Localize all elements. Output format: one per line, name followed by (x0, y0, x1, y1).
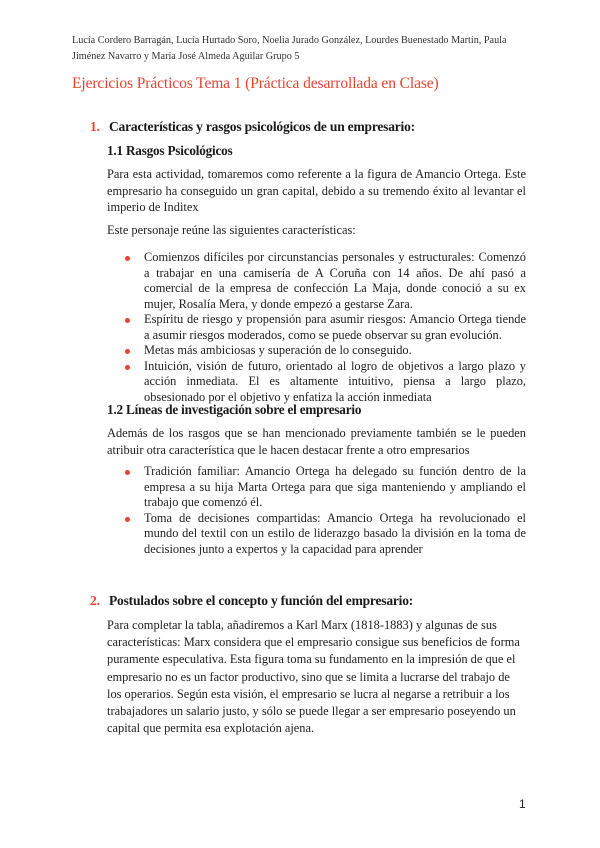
bullet-icon (125, 470, 130, 475)
list-item: Comienzos difíciles por circunstancias personales y estructurales: Comenzó a trabajar en una camisería de A Coruña con 14 años. De ahí pasó a comercial de la empresa de confección La Maja, donde conoció a su ex mujer, Rosalía Mera, y donde empezó a gestarse Zara. (122, 250, 526, 312)
bullet-icon (125, 365, 130, 370)
section-1-number: 1. (90, 119, 100, 134)
subsection-1-2-heading: 1.2 Líneas de investigación sobre el empresario (107, 402, 362, 417)
document-title: Ejercicios Prácticos Tema 1 (Práctica desarrollada en Clase) (72, 75, 439, 92)
subsection-1-1-lead: Este personaje reúne las siguientes características: (107, 223, 356, 237)
list-item: Tradición familiar: Amancio Ortega ha delegado su función dentro de la empresa a su hija Marta Ortega para que siga manteniendo y ampliando el trabajo que comenzó él. (122, 464, 526, 511)
list-item: Toma de decisiones compartidas: Amancio Ortega ha revolucionado el mundo del textil con un estilo de liderazgo basado la división en la toma de decisiones junto a expertos y la capacidad para aprender (122, 511, 526, 558)
authors-header: Lucía Cordero Barragán, Lucía Hurtado Soro, Noelia Jurado González, Lourdes Buenestado Martín, Paula Jiménez Navarro y María José Almeda Aguilar Grupo 5 (72, 35, 507, 62)
page-number: 1 (519, 797, 526, 811)
bullet-icon (125, 256, 130, 261)
traits-list (122, 250, 526, 405)
list-item: Intuición, visión de futuro, orientado al logro de objetivos a largo plazo y acción inmediata. El es altamente intuitivo, piensa a largo plazo, obsesionado por el objetivo y enfatiza la acción inmediata (122, 359, 526, 406)
bullet-icon (125, 517, 130, 522)
research-lines-list (122, 464, 526, 557)
section-1-heading (90, 119, 415, 135)
list-item: Espíritu de riesgo y propensión para asumir riesgos: Amancio Ortega tiende a asumir riesgos moderados, como se puede observar su gran evolución. (122, 312, 526, 343)
subsection-1-2-intro: Además de los rasgos que se han mencionado previamente también se le pueden atribuir otra característica que le hacen destacar frente a otro empresarios (107, 426, 526, 457)
section-2-body: Para completar la tabla, añadiremos a Karl Marx (1818-1883) y algunas de sus características: Marx considera que el empresario consigue sus beneficios de forma puramente especulativa. Esta figura toma su fundamento en la impresión de que el empresario no es un factor productivo, sino que se limita a lucrarse del trabajo de los operarios. Según esta visión, el empresario se lucra al negarse a retribuir a los trabajadores un salario justo, y sólo se puede llegar a ser empresario poseyendo un capital que permita esa explotación ajena. (107, 618, 520, 736)
subsection-1-1-intro: Para esta actividad, tomaremos como referente a la figura de Amancio Ortega. Este empresario ha conseguido un gran capital, debido a su tremendo éxito al levantar el imperio de Inditex (107, 167, 526, 214)
bullet-icon (125, 349, 130, 354)
bullet-icon (125, 318, 130, 323)
section-2-number: 2. (90, 593, 100, 608)
list-item: Metas más ambiciosas y superación de lo conseguido. (122, 343, 526, 359)
section-1-title: Características y rasgos psicológicos de un empresario: (109, 119, 415, 134)
section-2-heading (90, 593, 413, 609)
subsection-1-1-heading: 1.1 Rasgos Psicológicos (107, 143, 233, 158)
section-2-title: Postulados sobre el concepto y función del empresario: (109, 593, 414, 608)
